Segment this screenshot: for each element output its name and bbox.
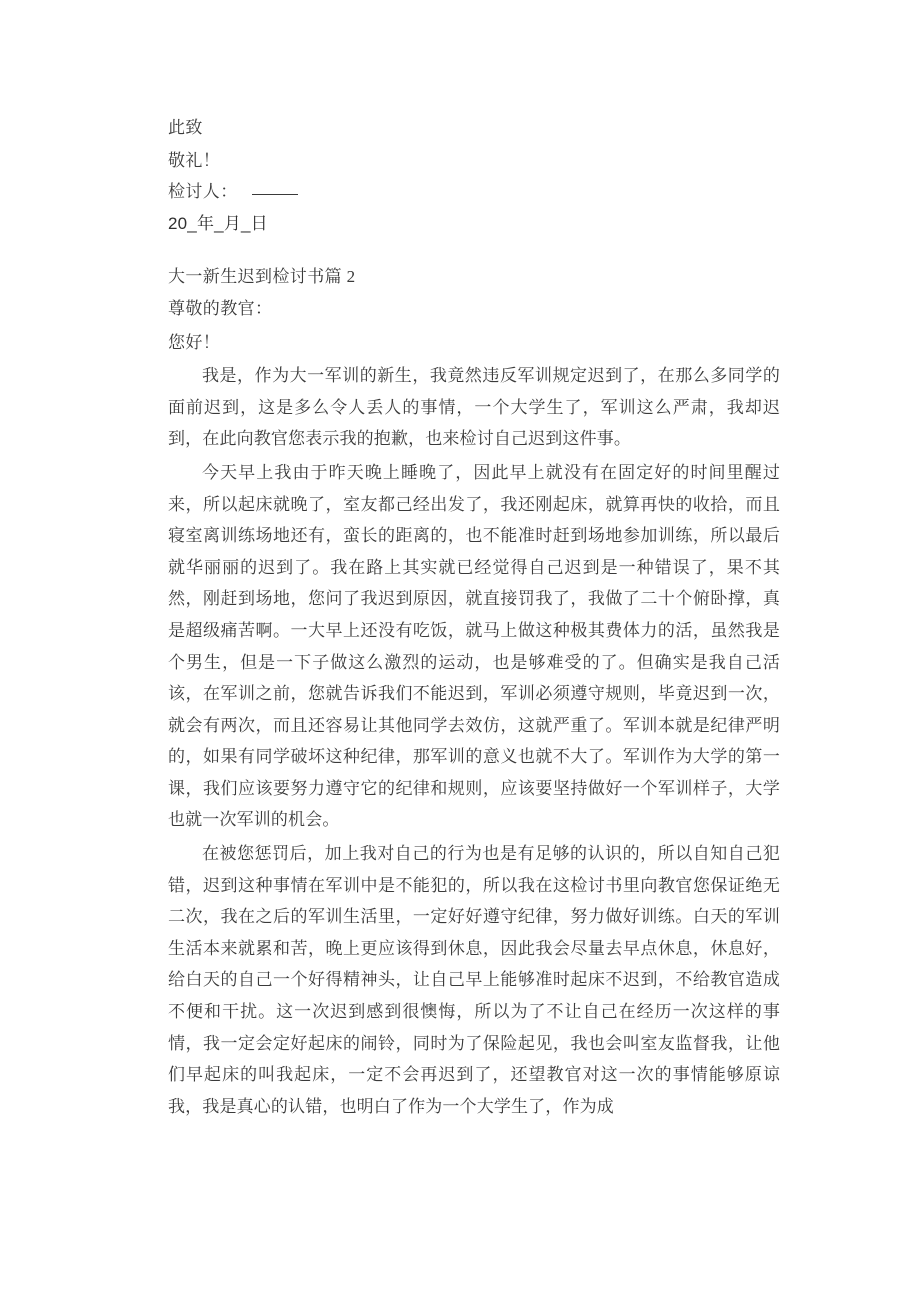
signer-blank-underline <box>252 183 298 195</box>
closing-jing-li: 敬礼！ <box>168 150 221 170</box>
body-paragraph: 今天早上我由于昨天晚上睡晚了，因此早上就没有在固定好的时间里醒过来，所以起床就晚了，室友都己经出发了，我还刚起床，就算再快的收拾，而且寝室离训练场地还有，蛮长的距离的，也不能准时赶到场地参加训练，所以最后就华丽丽的迟到了。我在路上其实就已经觉得自己迟到是一种错误了，果不其然，刚赶到场地，您问了我迟到原因，就直接罚我了，我做了二十个俯卧撑，真是超级痛苦啊。一大早上还没有吃饭，就马上做这种极其费体力的活，虽然我是个男生，但是一下子做这么激烈的运动，也是够难受的了。但确实是我自己活该，在军训之前，您就告诉我们不能迟到，军训必须遵守规则，毕竟迟到一次，就会有两次，而且还容易让其他同学去效仿，这就严重了。军训本就是纪律严明的，如果有同学破坏这种纪律，那军训的意义也就不大了。军训作为大学的第一课，我们应该要努力遵守它的纪律和规则，应该要坚持做好一个军训样子，大学也就一次军训的机会。 <box>168 462 780 830</box>
signer-line <box>168 176 780 208</box>
body-paragraph: 在被您惩罚后，加上我对自己的行为也是有足够的认识的，所以自知自己犯错，迟到这种事情在军训中是不能犯的，所以我在这检讨书里向教官您保证绝无二次，我在之后的军训生活里，一定好好遵守纪律，努力做好训练。白天的军训生活本来就累和苦，晚上更应该得到休息，因此我会尽量去早点休息，休息好，给白天的自己一个好得精神头，让自己早上能够准时起床不迟到，不给教官造成不便和干扰。这一次迟到感到很懊悔，所以为了不让自己在经历一次这样的事情，我一定会定好起床的闹铃，同时为了保险起见，我也会叫室友监督我，让他们早起床的叫我起床，一定不会再迟到了，还望教官对这一次的事情能够原谅我，我是真心的认错，也明白了作为一个大学生了，作为成 <box>168 844 780 1116</box>
section-heading: 大一新生迟到检讨书篇 2 <box>168 267 356 287</box>
closing-ci-zhi: 此致 <box>168 118 203 137</box>
salutation: 尊敬的教官： <box>168 298 273 318</box>
date-line: 20_年_月_日 <box>168 213 268 233</box>
body-paragraph: 我是，作为大一军训的新生，我竟然违反军训规定迟到了，在那么多同学的面前迟到，这是多么令人丢人的事情，一个大学生了，军训这么严肃，我却迟到，在此向教官您表示我的抱歉，也来检讨自己迟到这件事。 <box>168 366 780 449</box>
greeting: 您好！ <box>168 332 221 352</box>
signer-label: 检讨人： <box>168 182 238 202</box>
document-text-column <box>168 112 780 1122</box>
